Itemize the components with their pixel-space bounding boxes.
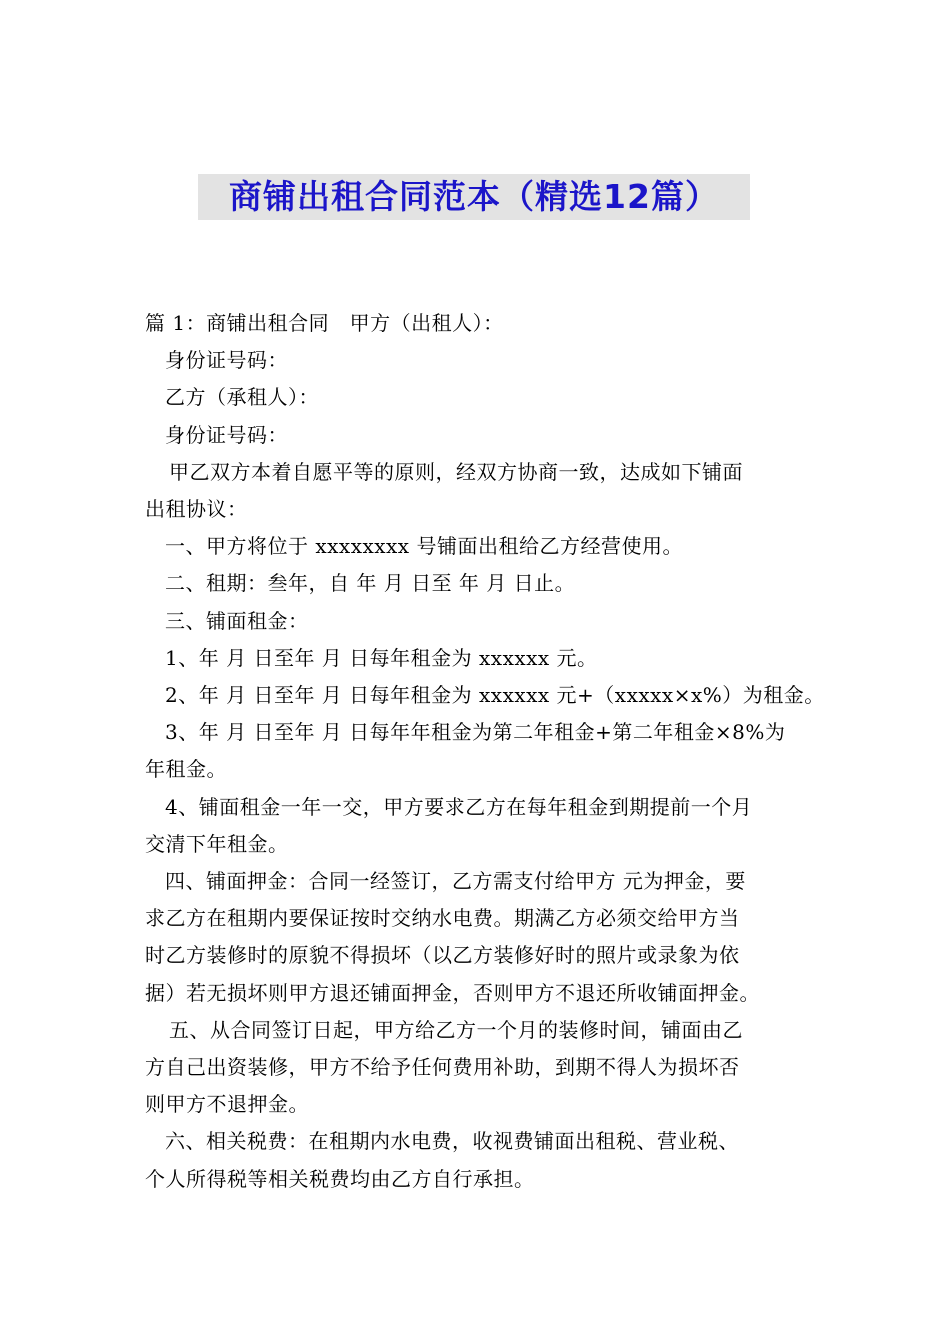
paragraph-line: 身份证号码：	[165, 422, 288, 447]
title-highlight	[198, 174, 750, 220]
paragraph-line: 4、铺面租金一年一交，甲方要求乙方在每年租金到期提前一个月	[165, 794, 753, 819]
paragraph-line: 3、年 月 日至年 月 日每年年租金为第二年租金+第二年租金×8%为	[165, 720, 786, 745]
paragraph-line: 出租协议：	[145, 497, 248, 522]
paragraph-line: 身份证号码：	[165, 348, 288, 373]
paragraph-line: 2、年 月 日至年 月 日每年租金为 xxxxxx 元+（xxxxx×x%）为租金。	[165, 683, 825, 708]
paragraph-line: 乙方（承租人）：	[165, 385, 319, 410]
paragraph-line: 交清下年租金。	[145, 831, 289, 856]
paragraph-line: 篇 1：商铺出租合同 甲方（出租人）：	[145, 311, 504, 335]
document-title: 商铺出租合同范本（精选12篇）	[229, 177, 719, 216]
paragraph-line: 四、铺面押金：合同一经签订，乙方需支付给甲方 元为押金，要	[165, 869, 746, 894]
paragraph-line: 年租金。	[145, 757, 227, 782]
paragraph-line: 二、租期：叁年，自 年 月 日至 年 月 日止。	[165, 571, 576, 596]
paragraph-line: 1、年 月 日至年 月 日每年租金为 xxxxxx 元。	[165, 645, 598, 670]
paragraph-line: 求乙方在租期内要保证按时交纳水电费。期满乙方必须交给甲方当	[145, 906, 740, 931]
paragraph-line: 据）若无损坏则甲方退还铺面押金，否则甲方不退还所收铺面押金。	[145, 980, 760, 1005]
paragraph-line: 个人所得税等相关税费均由乙方自行承担。	[145, 1166, 535, 1191]
paragraph-line: 三、铺面租金：	[165, 608, 309, 633]
paragraph-line: 方自己出资装修，甲方不给予任何费用补助，到期不得人为损坏否	[145, 1055, 740, 1080]
paragraph-line: 一、甲方将位于 xxxxxxxx 号铺面出租给乙方经营使用。	[165, 534, 683, 559]
document-body	[145, 305, 825, 1198]
paragraph-line: 五、从合同签订日起，甲方给乙方一个月的装修时间，铺面由乙	[169, 1017, 743, 1042]
paragraph-line: 六、相关税费：在租期内水电费，收视费铺面出租税、营业税、	[165, 1129, 739, 1154]
paragraph-line: 则甲方不退押金。	[145, 1092, 309, 1117]
paragraph-line: 时乙方装修时的原貌不得损坏（以乙方装修好时的照片或录象为依	[145, 943, 740, 968]
paragraph-line: 甲乙双方本着自愿平等的原则，经双方协商一致，达成如下铺面	[169, 459, 743, 484]
